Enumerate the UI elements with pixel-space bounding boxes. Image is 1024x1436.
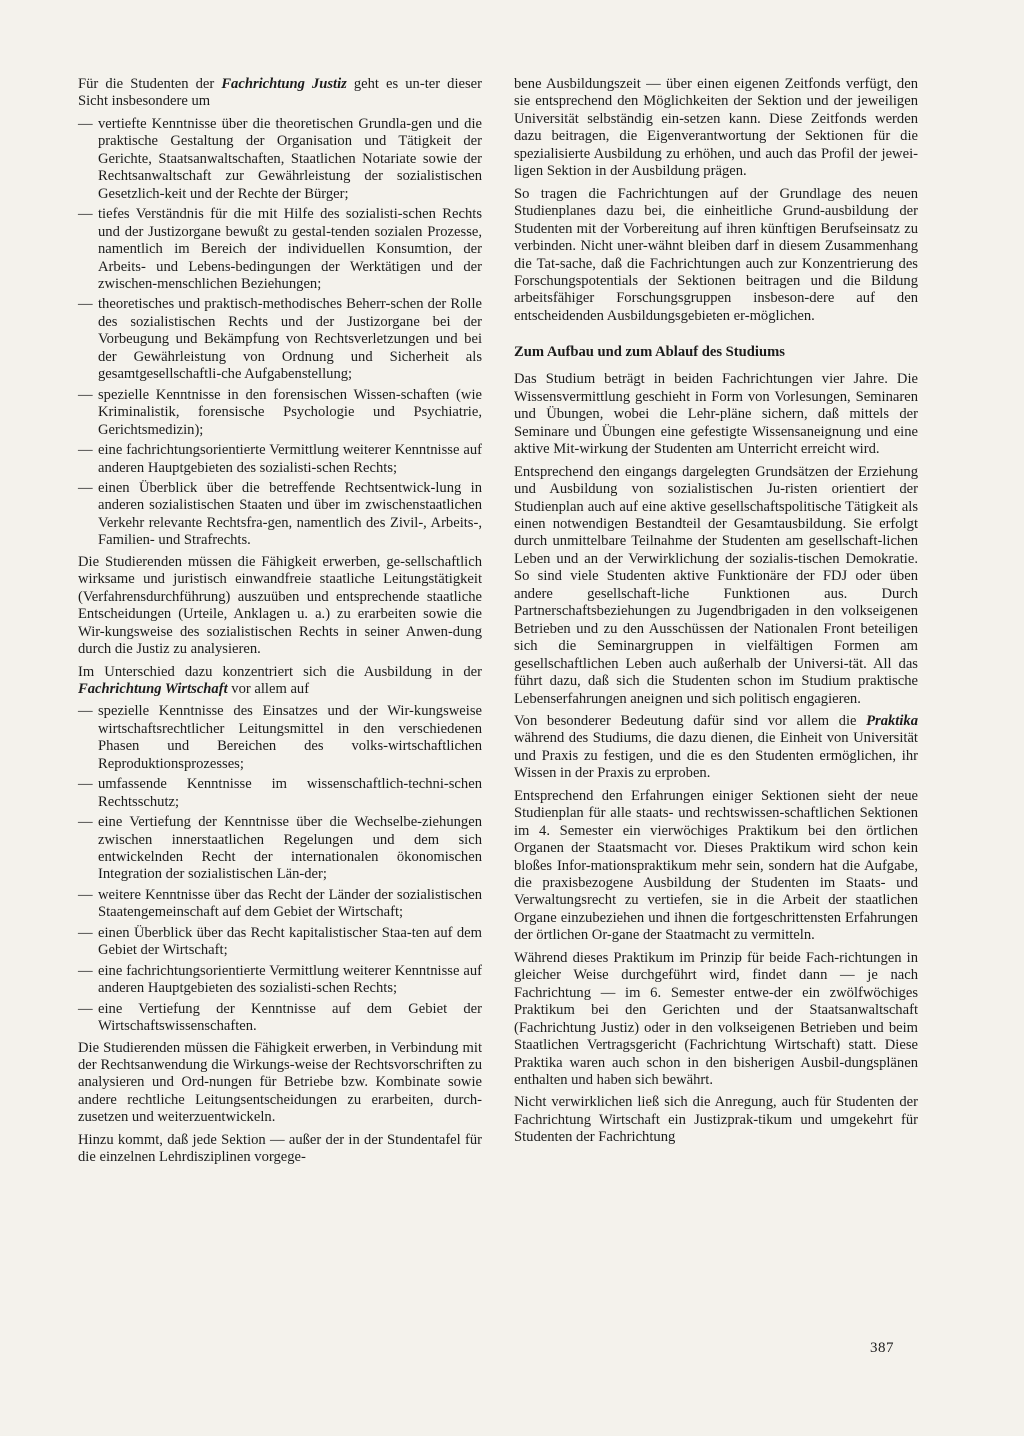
list-item: — eine Vertiefung der Kenntnisse über die Wechselbe-ziehungen zwischen innerstaatlichen Regelungen und dem sich entwickelnden Recht der internationalen ökonomischen Integration der sozialistischen Län-der; bbox=[78, 814, 482, 884]
emphasis-fachrichtung-justiz: Fachrichtung Justiz bbox=[221, 76, 347, 92]
paragraph: Von besonderer Bedeutung dafür sind vor allem die Praktika während des Studiums, die dazu dienen, die Einheit von Universität und Praxis zu festigen, und die es den Studenten ermöglichen, ihr Wissen in der Praxis zu erproben. bbox=[514, 712, 918, 782]
emphasis-praktika: Praktika bbox=[866, 712, 918, 729]
paragraph: Entsprechend den Erfahrungen einiger Sektionen sieht der neue Studienplan für alle staats- und rechtswissen-schaftlichen Sektionen im 4. Semester ein vierwöchiges Praktikum bei den örtlichen Organen der Staatsmacht vor. Dieses Praktikum wird schon kein bloßes Infor-mationspraktikum mehr sein, sondern hat die Aufgabe, die praxisbezogene Ausbildung der Studenten im Staats- und Verwaltungsrecht zu vertiefen, sie in die Arbeit der staatlichen Organe einzubeziehen und ihnen die fortgeschrittensten Erfahrungen der örtlichen Or-gane der Staatmacht zu vermitteln. bbox=[514, 787, 918, 944]
wirtschaft-goals-list bbox=[78, 703, 482, 1035]
list-item: — vertiefte Kenntnisse über die theoretischen Grundla-gen und die praktische Gestaltung der Organisation und Tätigkeit der Gerichte, Staatsanwaltschaften, Staatlichen Notariate sowie der Rechtsanwaltschaft zur Gewährleistung der sozialistischen Gesetzlich-keit und der Rechte der Bürger; bbox=[78, 116, 482, 203]
list-item: — theoretisches und praktisch-methodisches Beherr-schen der Rolle des sozialistischen Rechts und der Justizorgane bei der Vorbeugung und Bekämpfung von Rechtsverletzungen und bei der Gewährleistung von Ordnung und Sicherheit als gesamtgesellschaftli-che Aufgabenstellung; bbox=[78, 296, 482, 383]
paragraph: bene Ausbildungszeit — über einen eigenen Zeitfonds verfügt, den sie entsprechend den Möglichkeiten der Sektion und der jeweiligen Universität selbständig ein-setzen kann. Diese Zeitfonds werden dazu beitragen, die Eigenverantwortung der Sektionen für die spezialisierte Ausbildung zu erhöhen, und auch das Profil der jewei-ligen Sektion in der Ausbildung prägen. bbox=[514, 76, 918, 180]
paragraph: Im Unterschied dazu konzentriert sich die Ausbildung in der Fachrichtung Wirtschaft vor allem auf bbox=[78, 663, 482, 697]
paragraph: Das Studium beträgt in beiden Fachrichtungen vier Jahre. Die Wissensvermittlung geschieht in Form von Vorlesungen, Seminaren und Übungen, wobei die Lehr-pläne sichern, daß mittels der Seminare und Übungen eine gefestigte Wissensaneignung und eine aktive Mit-wirkung der Studenten am Unterricht erreicht wird. bbox=[514, 371, 918, 458]
emphasis-fachrichtung-wirtschaft: Fachrichtung Wirtschaft bbox=[78, 680, 228, 697]
paragraph: Die Studierenden müssen die Fähigkeit erwerben, in Verbindung mit der Rechtsanwendung die Wirkungs-weise der Rechtsvorschriften zu analysieren und Ord-nungen für Betriebe bzw. Kombinate sowie andere rechtliche Leitungsentscheidungen zu erarbeiten, durch-zusetzen und weiterzuentwickeln. bbox=[78, 1039, 482, 1126]
list-item: — eine fachrichtungsorientierte Vermittlung weiterer Kenntnisse auf anderen Hauptgebieten des sozialisti-schen Rechts; bbox=[78, 963, 482, 998]
paragraph: Entsprechend den eingangs dargelegten Grundsätzen der Erziehung und Ausbildung von sozialistischen Ju-risten orientiert der Studienplan auch auf eine aktive gesellschaftspolitische Tätigkeit als einen notwendigen Bestandteil der Gesamtausbildung. Sie erfolgt durch unmittelbare Teilnahme der Studenten am gesellschaft-lichen Leben und an der Verwirklichung der sozialis-tischen Demokratie. So sind viele Studenten aktive Funktionäre der FDJ oder üben andere gesellschaft-liche Funktionen aus. Durch Partnerschaftsbeziehungen zu Jugendbrigaden in den volkseigenen Betrieben und zu den Ausschüssen der Nationalen Front beteiligen sich die Seminargruppen in vielfältigen Formen am gesellschaftlichen Leben auch außerhalb der Universi-tät. All das führt dazu, daß sich die Studenten schon im Studium praktische Lebenserfahrungen aneignen und sich politisch engagieren. bbox=[514, 463, 918, 707]
right-column bbox=[514, 76, 918, 1152]
page-number: 387 bbox=[870, 1340, 894, 1356]
paragraph: Nicht verwirklichen ließ sich die Anregung, auch für Studenten der Fachrichtung Wirtschaft ein Justizprak-tikum und umgekehrt für Studenten der Fachrichtung bbox=[514, 1094, 918, 1146]
list-item: — einen Überblick über das Recht kapitalistischer Staa-ten auf dem Gebiet der Wirtschaft; bbox=[78, 925, 482, 960]
list-item: — eine Vertiefung der Kenntnisse auf dem Gebiet der Wirtschaftswissenschaften. bbox=[78, 1001, 482, 1036]
paragraph: So tragen die Fachrichtungen auf der Grundlage des neuen Studienplanes dazu bei, die einheitliche Grund-ausbildung der Studenten mit der Vorbereitung auf ihren künftigen Berufseinsatz zu verbinden. Nicht uner-wähnt bleiben darf in diesem Zusammenhang die Tat-sache, daß die Fachrichtungen auch zur Konzentrierung des Forschungspotentials der Sektionen beitragen und die Bildung arbeitsfähiger Forschungsgruppen insbeson-dere auf den entscheidenden Ausbildungsgebieten er-möglichen. bbox=[514, 185, 918, 324]
list-item: — eine fachrichtungsorientierte Vermittlung weiterer Kenntnisse auf anderen Hauptgebieten des sozialisti-schen Rechts; bbox=[78, 442, 482, 477]
list-item: — spezielle Kenntnisse des Einsatzes und der Wir-kungsweise wirtschaftsrechtlicher Leitungsmittel in den verschiedenen Phasen und Bereichen des volks-wirtschaftlichen Reproduktionsprozesses; bbox=[78, 703, 482, 773]
list-item: — spezielle Kenntnisse in den forensischen Wissen-schaften (wie Kriminalistik, forensische Psychologie und Psychiatrie, Gerichtsmedizin); bbox=[78, 387, 482, 439]
paragraph: Hinzu kommt, daß jede Sektion — außer der in der Stundentafel für die einzelnen Lehrdisziplinen vorgege- bbox=[78, 1131, 482, 1166]
intro-paragraph: Für die Studenten der Fachrichtung Justiz geht es un-ter dieser Sicht insbesondere um bbox=[78, 76, 482, 110]
paragraph: Die Studierenden müssen die Fähigkeit erwerben, ge-sellschaftlich wirksame und juristisch einwandfreie staatliche Leitungstätigkeit (Verfahrensdurchführung) auszuüben und entsprechende staatliche Entscheidungen (Urteile, Anklagen u. a.) zu erarbeiten sowie die Wir-kungsweise des sozialistischen Rechts in seiner Anwen-dung durch die Justiz zu analysieren. bbox=[78, 553, 482, 658]
justiz-goals-list bbox=[78, 116, 482, 550]
paragraph: Während dieses Praktikum im Prinzip für beide Fach-richtungen in gleicher Weise durchgeführt wird, findet dann — je nach Fachrichtung — im 6. Semester entwe-der ein zwölfwöchiges Praktikum bei den Gerichten und der Staatsanwaltschaft (Fachrichtung Justiz) oder in den volkseigenen Betrieben und beim Staatlichen Vertragsgericht (Fachrichtung Wirtschaft) statt. Diese Praktika waren auch schon in den bisherigen Ausbil-dungsplänen enthalten und haben sich bewährt. bbox=[514, 949, 918, 1089]
list-item: — weitere Kenntnisse über das Recht der Länder der sozialistischen Staatengemeinschaft auf dem Gebiet der Wirtschaft; bbox=[78, 887, 482, 922]
list-item: — umfassende Kenntnisse im wissenschaftlich-techni-schen Rechtsschutz; bbox=[78, 776, 482, 811]
left-column bbox=[78, 76, 482, 1172]
section-heading: Zum Aufbau und zum Ablauf des Studiums bbox=[514, 344, 785, 361]
list-item: — tiefes Verständnis für die mit Hilfe des sozialisti-schen Rechts und der Justizorgane bewußt zu gestal-tenden sozialen Prozesse, namentlich im Bereich der individuellen Konsumtion, der Arbeits- und Lebens-bedingungen der Werktätigen und der zwischen-menschlichen Beziehungen; bbox=[78, 206, 482, 293]
list-item: — einen Überblick über die betreffende Rechtsentwick-lung in anderen sozialistischen Staaten und über im zwischenstaatlichen Verkehr relevante Rechtsfra-gen, namentlich des Zivil-, Arbeits-, Familien- und Strafrechts. bbox=[78, 480, 482, 550]
